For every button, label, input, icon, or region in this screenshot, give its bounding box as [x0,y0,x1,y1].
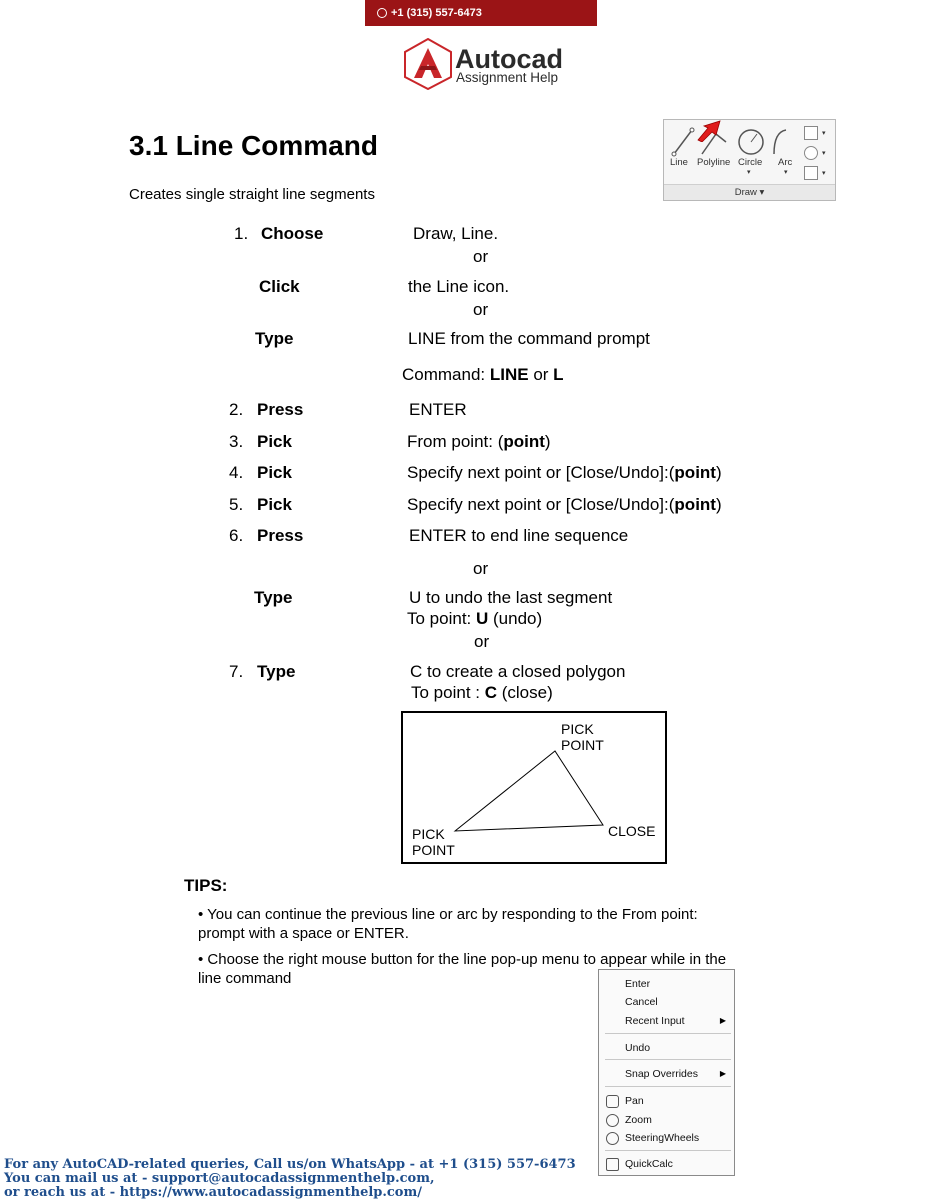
phone-number: +1 (315) 557-6473 [391,7,482,19]
type-verb-2: Type [254,588,293,607]
hatch-dropdown-icon[interactable]: ▾ [822,170,826,177]
whatsapp-icon [377,8,387,18]
tip-1: • You can continue the previous line or arc by responding to the From point: prompt with a space or ENTER. [198,906,698,942]
footer-line-2: You can mail us at - support@autocadassignmenthelp.com, [4,1171,435,1186]
diagram-right-label: CLOSE [608,823,656,839]
type-verb-1: Type [255,329,294,348]
menu-item-quickcalc[interactable]: QuickCalc [625,1158,673,1170]
step-2-verb: Press [257,400,304,419]
line-context-menu [598,969,735,1176]
menu-item-undo[interactable]: Undo [625,1042,651,1054]
or-1: or [473,247,489,266]
menu-item-enter[interactable]: Enter [625,978,651,990]
menu-divider [605,1150,731,1151]
step-6-number: 6. [229,526,244,545]
tool-polyline-label[interactable]: Polyline [697,157,731,168]
calculator-icon [606,1158,619,1171]
menu-item-snap-overrides[interactable]: Snap Overrides [625,1068,698,1080]
command-line: Command: LINE or L [402,365,564,384]
draw-ribbon-panel [663,119,836,201]
close-line: To point : C (close) [411,683,553,702]
zoom-icon [606,1114,619,1127]
line-icon [674,130,692,154]
submenu-arrow-icon: ▶ [719,1016,726,1025]
undo-line: To point: U (undo) [407,609,543,628]
menu-item-steering-wheels[interactable]: SteeringWheels [625,1132,700,1144]
menu-item-recent-input[interactable]: Recent Input [625,1015,685,1027]
footer-line-1: For any AutoCAD-related queries, Call us/on WhatsApp - at +1 (315) 557-6473 [4,1157,576,1172]
tool-arc-label[interactable]: Arc [778,157,793,168]
pan-icon [606,1095,619,1108]
or-4: or [474,632,490,651]
triangle-diagram [401,711,667,864]
step-4-number: 4. [229,463,244,482]
step-7-text: C to create a closed polygon [410,662,626,681]
step-1-verb: Choose [261,224,324,243]
tips-heading: TIPS: [184,876,228,895]
click-verb: Click [259,277,300,296]
diagram-left-label: PICK POINT [412,826,455,858]
step-3-verb: Pick [257,432,292,451]
step-1-text: Draw, Line. [413,224,499,243]
red-arrow-icon [694,120,728,142]
rectangle-icon[interactable] [804,126,818,140]
tool-circle-label[interactable]: Circle [738,157,763,168]
ellipse-dropdown-icon[interactable]: ▾ [822,150,826,157]
ribbon-tool-icons [668,124,788,160]
diagram-top-label: PICK POINT [561,721,604,753]
tool-line-label[interactable]: Line [670,157,688,168]
step-1-number: 1. [234,224,249,243]
tip-2: • Choose the right mouse button for the line pop-up menu to appear while in the line command [198,951,727,987]
step-2-text: ENTER [409,400,467,419]
logo-title: Autocad [455,44,563,74]
type-text-1: LINE from the command prompt [408,329,650,348]
page-subtitle: Creates single straight line segments [129,186,375,203]
step-5-verb: Pick [257,495,292,514]
type-text-2: U to undo the last segment [409,588,613,607]
hatch-icon[interactable] [804,166,818,180]
click-text: the Line icon. [408,277,510,296]
step-7-verb: Type [257,662,296,681]
page-title: 3.1 Line Command [129,130,378,161]
menu-item-zoom[interactable]: Zoom [625,1114,652,1126]
logo-subtitle: Assignment Help [456,70,559,85]
draw-panel-label[interactable]: Draw ▾ [664,184,835,200]
menu-divider [605,1059,731,1060]
arc-dropdown-icon[interactable]: ▾ [784,169,788,176]
or-2: or [473,300,489,319]
step-4-verb: Pick [257,463,292,482]
step-3-text: From point: (point) [407,432,551,451]
circle-dropdown-icon[interactable]: ▾ [747,169,751,176]
footer-line-3: or reach us at - https://www.autocadassignmenthelp.com/ [4,1185,422,1200]
menu-divider [605,1086,731,1087]
step-3-number: 3. [229,432,244,451]
steering-wheels-icon [606,1132,619,1145]
step-5-number: 5. [229,495,244,514]
rectangle-dropdown-icon[interactable]: ▾ [822,130,826,137]
or-3: or [473,559,489,578]
step-2-number: 2. [229,400,244,419]
menu-divider [605,1033,731,1034]
step-4-text: Specify next point or [Close/Undo]:(point) [407,463,722,482]
menu-item-pan[interactable]: Pan [625,1095,644,1107]
submenu-arrow-icon: ▶ [719,1069,726,1078]
phone-banner [365,0,597,26]
step-7-number: 7. [229,662,244,681]
step-6-verb: Press [257,526,304,545]
step-5-text: Specify next point or [Close/Undo]:(point) [407,495,722,514]
menu-item-cancel[interactable]: Cancel [625,996,658,1008]
autocad-logo-icon [403,38,453,90]
arc-icon [774,130,786,154]
step-6-text: ENTER to end line sequence [409,526,629,545]
ellipse-icon[interactable] [804,146,818,160]
